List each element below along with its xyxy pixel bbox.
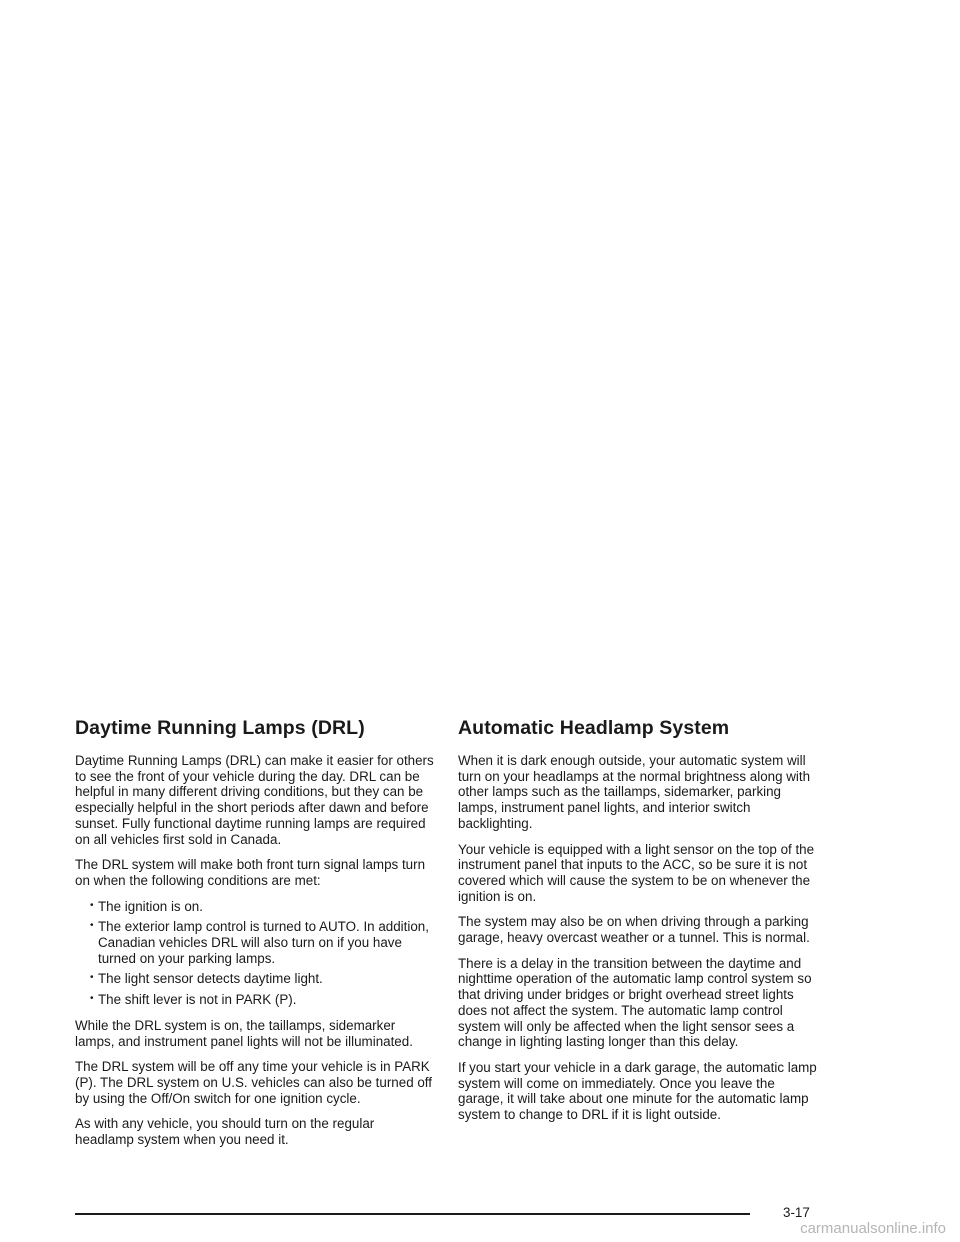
footer-rule [75,1213,750,1215]
drl-conditions-paragraph: The DRL system will make both front turn signal lamps turn on when the following conditions are met: [75,857,426,888]
drl-conditions-list [75,899,435,1008]
auto-headlamp-section [458,716,818,1133]
drl-heading: Daytime Running Lamps (DRL) [75,717,365,739]
drl-intro-paragraph: Daytime Running Lamps (DRL) can make it easier for others to see the front of your vehicle during the day. DRL can be helpful in many different driving conditions, but they can be especially helpful in the short periods after dawn and before sunset. Fully functional daytime running lamps are required on all vehicles first sold in Canada. [75,753,434,847]
watermark: carmanualsonline.info [800,1220,946,1237]
auto-headlamp-intro-paragraph: When it is dark enough outside, your automatic system will turn on your headlamps at the normal brightness along with other lamps such as the taillamps, sidemarker, parking lamps, instrument panel lights, and interior switch backlighting. [458,753,811,831]
bullet-icon: • [90,920,94,932]
list-item: • The ignition is on. [90,898,203,914]
garage-weather-paragraph: The system may also be on when driving through a parking garage, heavy overcast weather or a tunnel. This is normal. [458,914,810,946]
list-item: • The light sensor detects daytime light. [90,971,323,987]
bullet-icon: • [90,899,94,911]
drl-off-paragraph: The DRL system will be off any time your vehicle is in PARK (P). The DRL system on U.S. vehicles can also be turned off by using the Off/On switch for one ignition cycle. [75,1059,433,1106]
dark-garage-paragraph: If you start your vehicle in a dark garage, the automatic lamp system will come on immediately. Once you leave the garage, it will take about one minute for the automatic lamp system to change to DRL if it is light outside. [458,1059,817,1123]
drl-headlamp-paragraph: As with any vehicle, you should turn on the regular headlamp system when you need it. [75,1116,375,1148]
light-sensor-paragraph: Your vehicle is equipped with a light sensor on the top of the instrument panel that inputs to the ACC, so be sure it is not covered which will cause the system to be on whenever the ignition is on. [458,841,815,904]
drl-section [75,716,435,1158]
bullet-icon: • [90,972,94,984]
auto-headlamp-heading: Automatic Headlamp System [458,717,730,739]
page-number: 3-17 [783,1205,810,1220]
list-item: • The exterior lamp control is turned to AUTO. In addition, Canadian vehicles DRL will also turn on if you have turned on your parking lamps. [90,919,429,966]
bullet-icon: • [90,993,94,1005]
drl-lights-paragraph: While the DRL system is on, the taillamps, sidemarker lamps, and instrument panel lights will not be illuminated. [75,1017,413,1049]
list-item: • The shift lever is not in PARK (P). [90,992,297,1008]
transition-delay-paragraph: There is a delay in the transition between the daytime and nighttime operation of the automatic lamp control system so that driving under bridges or bright overhead street lights does not affect the system. The automatic lamp control system will only be affected when the light sensor sees a change in lighting lasting longer than this delay. [458,955,812,1050]
